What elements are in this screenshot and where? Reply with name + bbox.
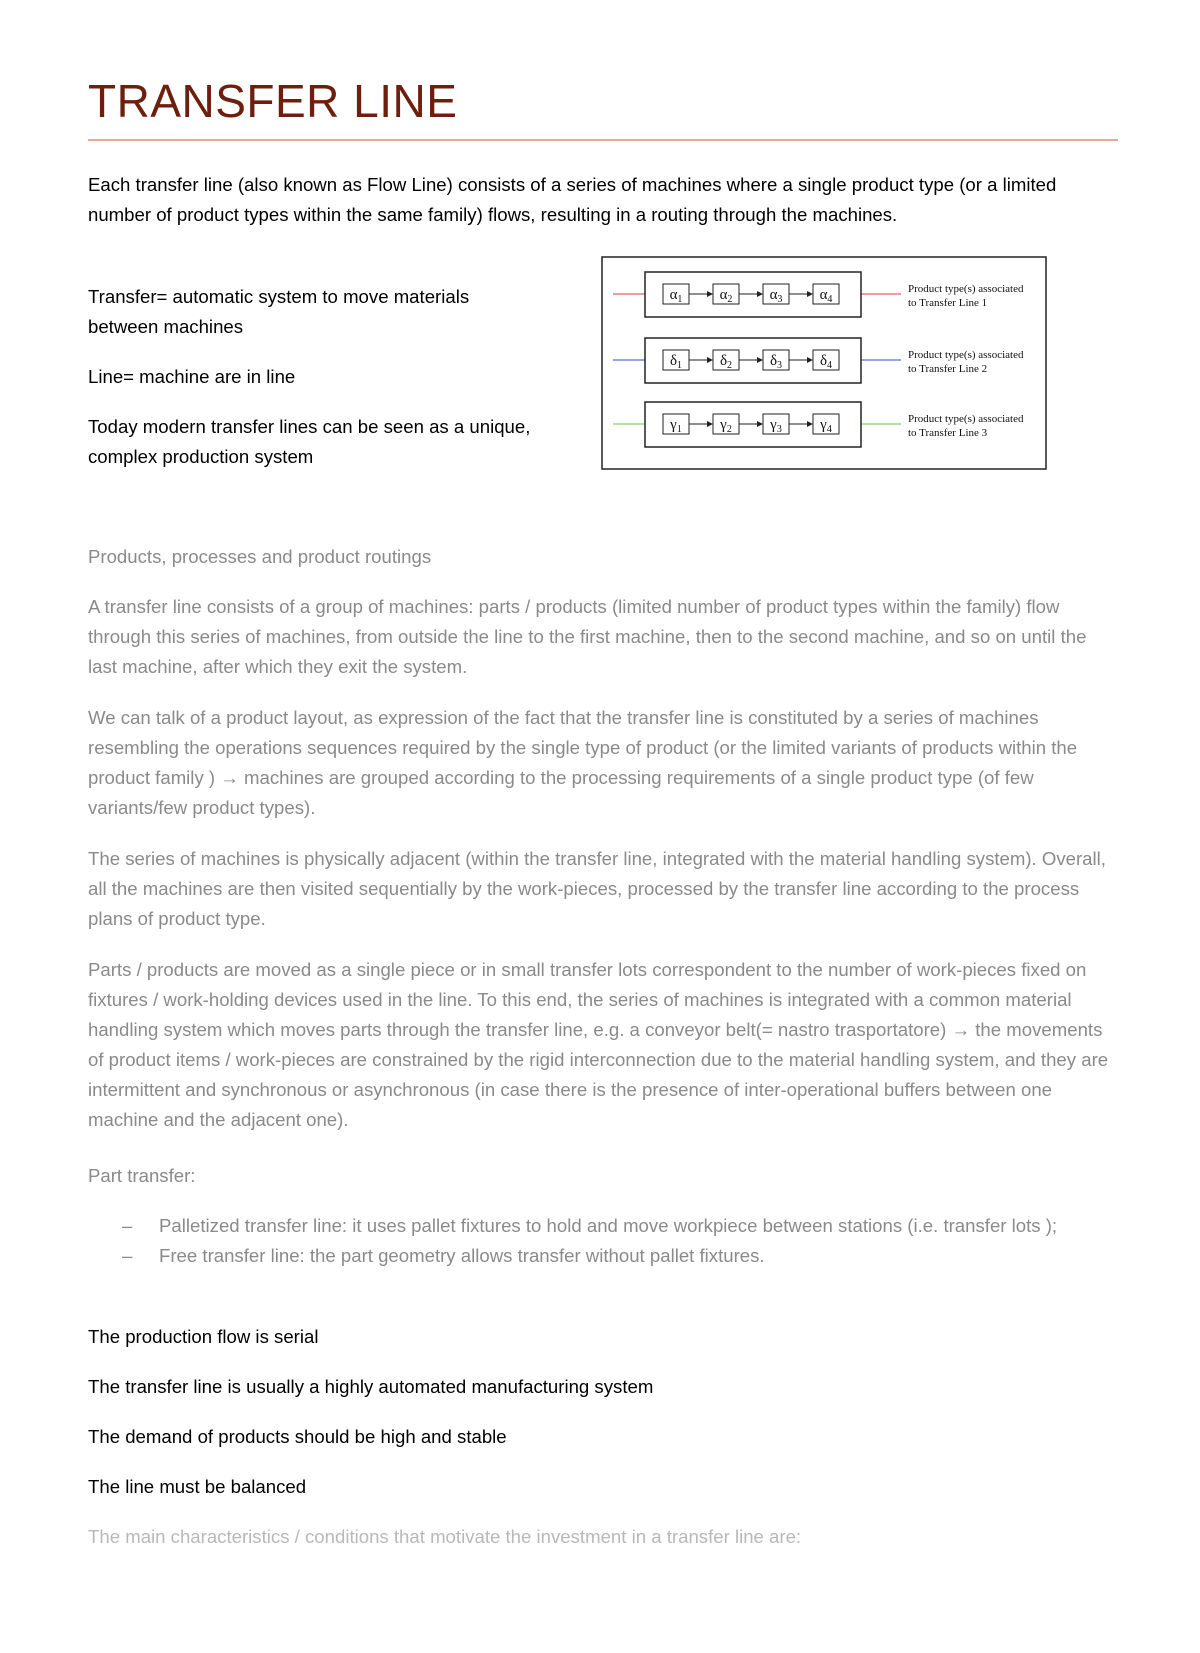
bullet-dash: – [122, 1245, 133, 1266]
paragraph-2: We can talk of a product layout, as expression of the fact that the transfer line is constituted by a series of machines resembling the operations sequences required by the single type of product (or the limited variants of products within the product family ) → machines are grouped according to the processing requirements of a single product type (of few variants/few product types). [88, 707, 1078, 818]
bullet-text: Palletized transfer line: it uses pallet fixtures to hold and move workpiece between stations (i.e. transfer lots ); [159, 1215, 1058, 1236]
transfer-definition-line1: Transfer= automatic system to move materials [88, 286, 470, 307]
line-2-label-a: Product type(s) associated [908, 349, 1024, 361]
line-1-label-a: Product type(s) associated [908, 283, 1024, 295]
bullet-text: Free transfer line: the part geometry allows transfer without pallet fixtures. [159, 1245, 765, 1266]
line-2-label-b: to Transfer Line 2 [908, 363, 988, 375]
paragraph-1: A transfer line consists of a group of machines: parts / products (limited number of product types within the family) flow through this series of machines, from outside the line to the first machine, then to the second machine, and so on until the last machine, after which they exit the system. [88, 596, 1087, 677]
line-1-label-b: to Transfer Line 1 [908, 297, 988, 309]
machine-delta-3-label: $\delta_3$ [769, 353, 783, 371]
machine-gamma-4-label: $\gamma_4$ [820, 417, 832, 435]
transfer-lines-diagram [601, 256, 1047, 470]
title-underline [88, 139, 1118, 141]
part-transfer-list [88, 1211, 1118, 1271]
machine-alpha-4-label: $\alpha_4$ [819, 287, 833, 305]
machine-alpha-1-label: $\alpha_1$ [669, 287, 683, 305]
statement-serial-flow: The production flow is serial [88, 1326, 319, 1347]
machine-delta-4-label: $\delta_4$ [819, 353, 833, 371]
part-transfer-heading: Part transfer: [88, 1165, 196, 1186]
machine-alpha-2-label: $\alpha_2$ [719, 287, 733, 305]
machine-gamma-3-label: $\gamma_3$ [770, 417, 782, 435]
section-heading: Products, processes and product routings [88, 546, 432, 567]
bullet-dash: – [122, 1215, 133, 1236]
today-statement-line1: Today modern transfer lines can be seen as a unique, [88, 416, 531, 437]
statement-balanced: The line must be balanced [88, 1476, 307, 1497]
page-title: TRANSFER LINE [88, 75, 458, 127]
paragraph-3: The series of machines is physically adjacent (within the transfer line, integrated with the material handling system). Overall, all the machines are then visited sequentially by the work-pieces, processed by the transfer line according to the process plans of product type. [88, 848, 1106, 929]
paragraph-4: Parts / products are moved as a single piece or in small transfer lots correspondent to the number of work-pieces fixed on fixtures / work-holding devices used in the line. To this end, the series of machines is integrated with a common material handling system which moves parts through the transfer line, e.g. a conveyor belt(= nastro trasportatore) → the movements of product items / work-pieces are constrained by the rigid interconnection due to the material handling system, and they are intermittent and synchronous or asynchronous (in case there is the presence of inter-operational buffers between one machine and the adjacent one). [88, 959, 1109, 1130]
statement-automated: The transfer line is usually a highly automated manufacturing system [88, 1376, 654, 1397]
intro-paragraph: Each transfer line (also known as Flow Line) consists of a series of machines where a single product type (or a limited number of product types within the same family) flows, resulting in a routing through the machines. [88, 174, 1057, 225]
machine-delta-2-label: $\delta_2$ [719, 353, 733, 371]
statement-demand: The demand of products should be high and stable [88, 1426, 507, 1447]
today-statement-line2: complex production system [88, 446, 314, 467]
line-3-label-a: Product type(s) associated [908, 413, 1024, 425]
transfer-definition-line2: between machines [88, 316, 244, 337]
line-3-label-b: to Transfer Line 3 [908, 427, 988, 439]
list-item [88, 1241, 1118, 1271]
machine-alpha-3-label: $\alpha_3$ [769, 287, 783, 305]
machine-gamma-2-label: $\gamma_2$ [720, 417, 732, 435]
line-definition: Line= machine are in line [88, 366, 296, 387]
list-item [88, 1211, 1118, 1241]
machine-gamma-1-label: $\gamma_1$ [670, 417, 682, 435]
machine-delta-1-label: $\delta_1$ [669, 353, 683, 371]
closing-statement: The main characteristics / conditions that motivate the investment in a transfer line are: [88, 1526, 802, 1547]
